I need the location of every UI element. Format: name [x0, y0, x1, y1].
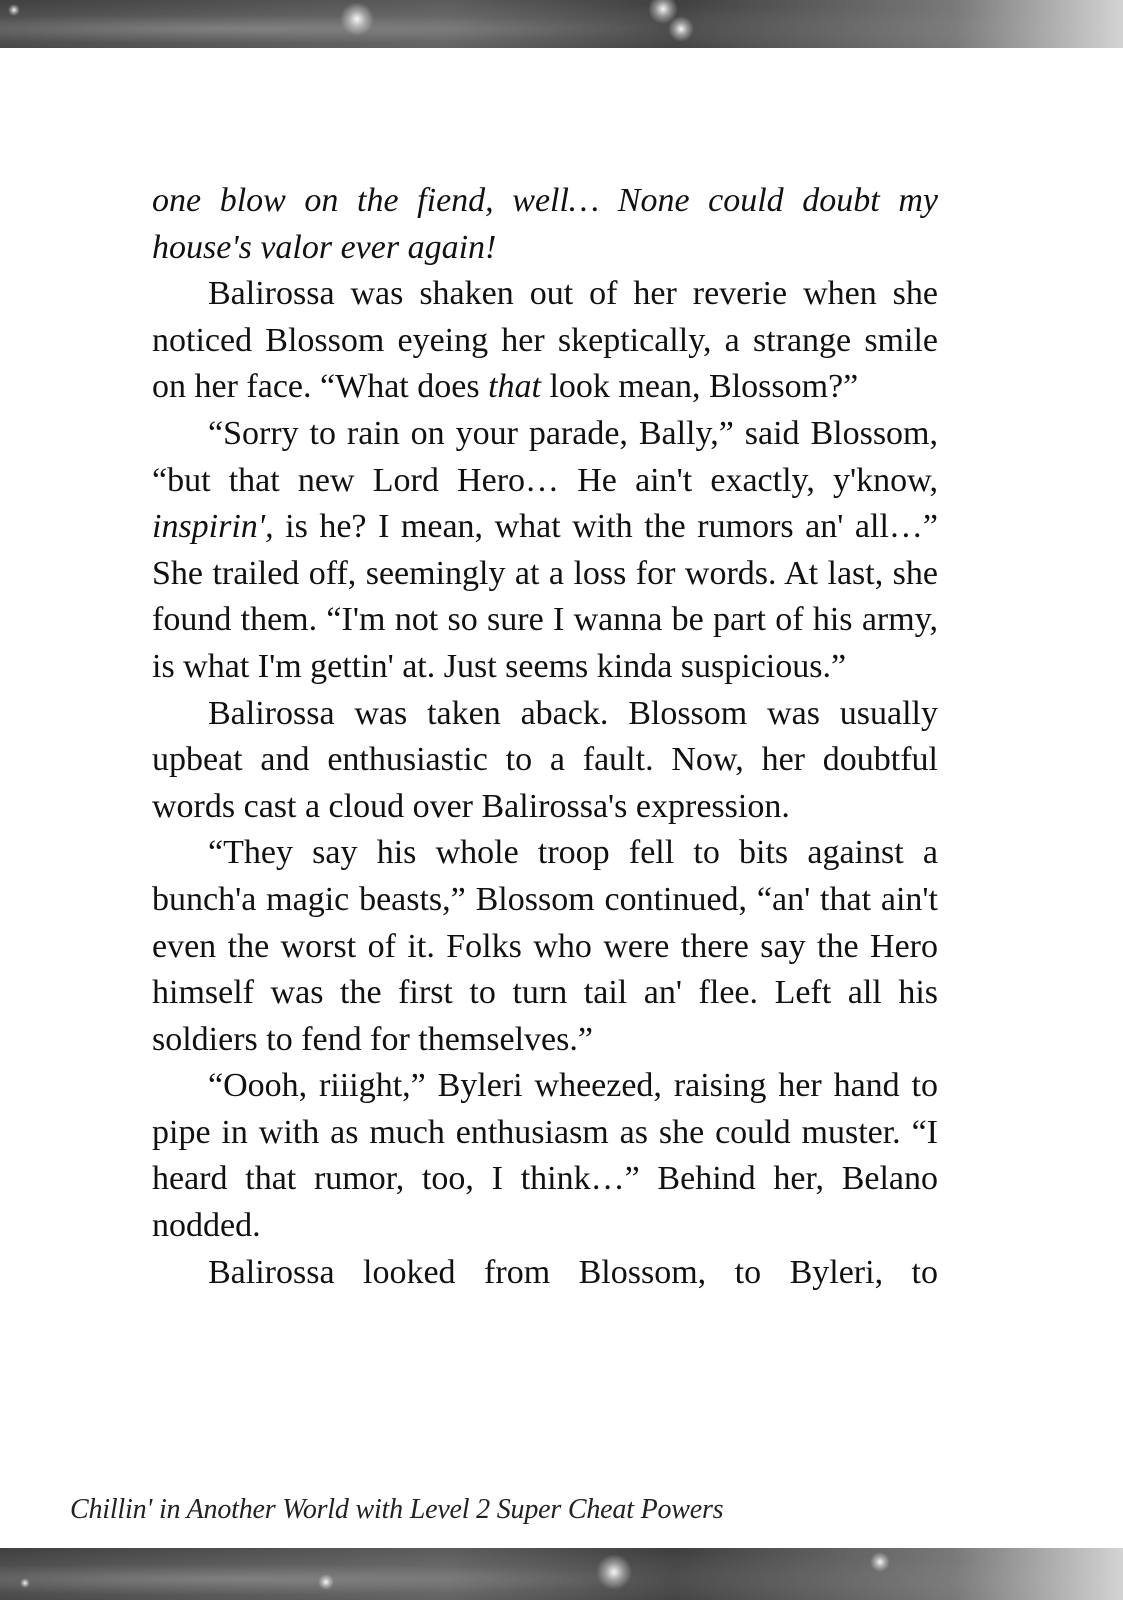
text-run: “Sorry to rain on your parade, Bally,” said Blossom, “but that new Lord Hero… He ain't exactly, y'know,: [152, 414, 938, 499]
sparkle-decoration: [318, 1574, 334, 1590]
top-decorative-band: [0, 0, 1123, 48]
text-run: look mean, Blossom?”: [540, 368, 859, 406]
sparkle-decoration: [8, 4, 20, 16]
text-run: Balirossa was shaken out of her reverie when she noticed Blossom eyeing her skeptically, a strange smile on her face. “What does: [152, 275, 938, 406]
running-footer-title: Chillin' in Another World with Level 2 Super Cheat Powers: [70, 1494, 724, 1525]
paragraph-italic-thought: [152, 178, 938, 271]
bottom-decorative-band: [0, 1548, 1123, 1600]
body-text: [152, 178, 938, 1296]
text-run: is he? I mean, what with the rumors an' all…” She trailed off, seemingly at a loss for words. At last, she found them. “I'm not so sure I wanna be part of his army, is what I'm gettin' at. Just seems kinda suspicious.”: [152, 508, 938, 685]
sparkle-decoration: [668, 16, 694, 42]
paragraph: “Oooh, riiight,” Byleri wheezed, raising her hand to pipe in with as much enthusiasm as she could muster. “I heard that rumor, too, I think…” Behind her, Belano nodded.: [152, 1067, 938, 1245]
sparkle-decoration: [596, 1554, 632, 1590]
paragraph: [152, 271, 938, 411]
italic-text: one blow on the fiend, well… None could doubt my house's valor ever again!: [152, 182, 938, 266]
paragraph: Balirossa looked from Blossom, to Byleri, to: [208, 1253, 938, 1291]
sparkle-decoration: [340, 2, 374, 36]
paragraph: [152, 411, 938, 691]
paragraph: Balirossa was taken aback. Blossom was usually upbeat and enthusiastic to a fault. Now, her doubtful words cast a cloud over Balirossa's expression.: [152, 694, 938, 825]
italic-text: inspirin',: [152, 508, 274, 546]
italic-text: that: [488, 368, 541, 406]
sparkle-decoration: [20, 1578, 30, 1588]
sparkle-decoration: [870, 1552, 890, 1572]
paragraph: “They say his whole troop fell to bits against a bunch'a magic beasts,” Blossom continued, “an' that ain't even the worst of it. Folks who were there say the Hero himself was the first to turn tail an' flee. Left all his soldiers to fend for themselves.”: [152, 834, 938, 1058]
